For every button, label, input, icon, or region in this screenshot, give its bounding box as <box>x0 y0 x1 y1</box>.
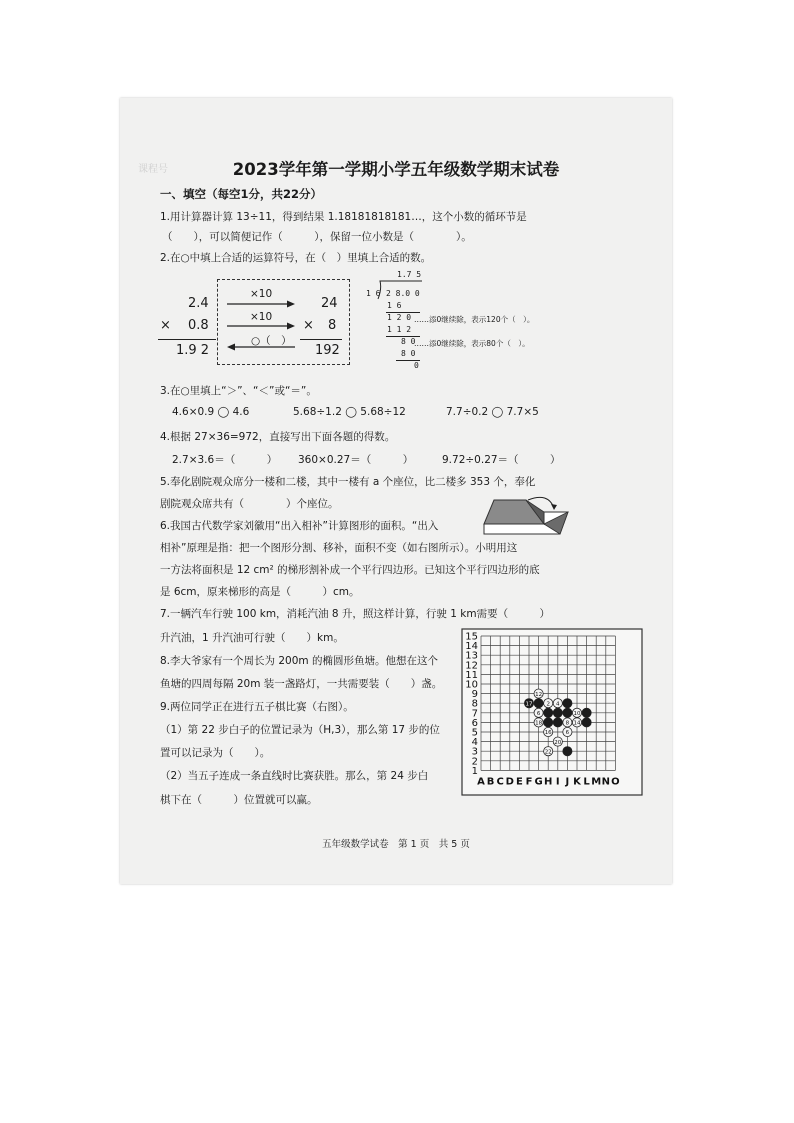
question-7-line-1: 7.一辆汽车行驶 100 km，消耗汽油 8 升，照这样计算，行驶 1 km需要（ ） <box>160 608 551 620</box>
question-7-line-2: 升汽油，1 升汽油可行驶（ ）km。 <box>160 632 344 644</box>
black-stone <box>563 699 572 708</box>
division-divisor: 1 6 <box>366 289 381 298</box>
black-stone <box>582 718 591 727</box>
column-label: B <box>486 776 495 788</box>
division-step-1: 1 6 <box>387 301 402 310</box>
section-heading: 一、填空（每空1分，共22分） <box>160 187 323 201</box>
mult-rule <box>158 339 216 340</box>
curved-arrow-icon <box>551 504 557 510</box>
page-title: 2023学年第一学期小学五年级数学期末试卷 <box>232 160 560 179</box>
black-stone <box>582 708 591 717</box>
question-8-line-1: 8.李大爷家有一个周长为 200m 的椭圆形鱼塘。他想在这个 <box>160 655 438 667</box>
question-6-line-2: 相补”原理是指：把一个图形分割、移补，面积不变（如右图所示）。小明用这 <box>160 542 518 554</box>
column-label: C <box>496 776 504 788</box>
arrow-left-icon <box>227 344 235 351</box>
black-stone <box>544 708 553 717</box>
question-2-text: 2.在○中填上合适的运算符号，在（ ）里填上合适的数。 <box>160 252 432 264</box>
question-3-item-3: 7.7÷0.2 ◯ 7.7×5 <box>446 406 539 418</box>
row-label: 1 <box>471 765 478 777</box>
row-label: 8 <box>471 698 478 710</box>
question-3-text: 3.在○里填上“＞”、“＜”或“＝”。 <box>160 385 317 397</box>
mult-factor-b: 0.8 <box>188 318 209 333</box>
division-step-3: 1 1 2 <box>387 325 412 334</box>
arrow-right-icon <box>287 301 295 308</box>
right-operator: × <box>303 318 314 333</box>
arrows-svg <box>225 298 297 358</box>
arrow-1-label: ×10 <box>250 288 273 300</box>
question-6-line-1: 6.我国古代数学家刘徽用“出入相补”计算图形的面积。“出入 <box>160 520 439 532</box>
stone-number: 16 <box>544 730 552 737</box>
stone-number: 20 <box>554 739 562 746</box>
column-label: N <box>601 776 610 788</box>
division-note-1: ……添0继续除，表示120个（ ）。 <box>414 315 535 324</box>
page-footer: 五年级数学试卷 第 1 页 共 5 页 <box>322 839 470 850</box>
row-label: 7 <box>471 708 478 720</box>
arrow-right-icon <box>287 323 295 330</box>
row-label: 3 <box>471 746 478 758</box>
stone-number: 6 <box>536 711 541 717</box>
black-stone <box>553 718 562 727</box>
question-4-text: 4.根据 27×36=972，直接写出下面各题的得数。 <box>160 431 396 443</box>
row-label: 10 <box>465 679 478 691</box>
stone-number: 2 <box>546 701 550 708</box>
stone-number: 10 <box>573 711 581 717</box>
question-9-line-1: 9.两位同学正在进行五子棋比赛（右图）。 <box>160 701 354 713</box>
division-dividend: 2 8.0 0 <box>386 289 420 298</box>
stone-number: 12 <box>535 691 543 698</box>
right-result: 192 <box>315 343 340 358</box>
gomoku-board <box>461 628 643 796</box>
column-label: L <box>583 776 590 788</box>
stone-number: 4 <box>556 701 560 708</box>
question-4-item-1: 2.7×3.6＝（ ） <box>172 454 278 466</box>
question-9-line-3: 置可以记录为（ ）。 <box>160 747 271 759</box>
question-1-line-1: 1.用计算器计算 13÷11，得到结果 1.18181818181…，这个小数的循环节是 <box>160 211 527 223</box>
stone-number: 18 <box>535 720 543 727</box>
black-stone <box>534 699 543 708</box>
row-label: 5 <box>471 727 478 739</box>
exam-paper <box>120 98 672 884</box>
question-4-item-2: 360×0.27＝（ ） <box>298 454 414 466</box>
question-9-line-2: （1）第 22 步白子的位置记录为（H,3），那么第 17 步的位 <box>160 724 440 736</box>
column-label: D <box>505 776 514 788</box>
column-label: H <box>544 776 553 788</box>
mult-operator: × <box>160 318 171 333</box>
row-label: 11 <box>465 669 478 681</box>
column-label: K <box>573 776 581 788</box>
column-label: F <box>525 776 533 788</box>
question-9-line-5: 棋下在（ ）位置就可以赢。 <box>160 794 318 806</box>
stone-number: 17 <box>525 701 533 708</box>
row-label: 4 <box>471 737 478 749</box>
stone-number: 22 <box>544 749 552 756</box>
question-4-item-3: 9.72÷0.27＝（ ） <box>442 454 561 466</box>
question-3-item-1: 4.6×0.9 ◯ 4.6 <box>172 406 250 418</box>
question-5-line-2: 剧院观众席共有（ ）个座位。 <box>160 498 339 510</box>
stone-number: 6 <box>565 730 570 737</box>
mult-result: 1.9 2 <box>176 343 210 358</box>
column-label: G <box>534 776 543 788</box>
right-factor-b: 8 <box>328 318 337 333</box>
stamp-text: 课程号 <box>138 164 168 175</box>
row-label: 12 <box>465 660 478 672</box>
stone-number: 14 <box>573 720 581 727</box>
column-label: O <box>611 776 620 788</box>
black-stone <box>563 708 572 717</box>
question-9-line-4: （2）当五子连成一条直线时比赛获胜。那么，第 24 步白 <box>160 770 429 782</box>
right-rule <box>300 339 342 340</box>
row-label: 2 <box>471 756 478 768</box>
row-label: 14 <box>465 641 478 653</box>
division-note-2: ……添0继续除，表示80个（ ）。 <box>414 339 530 348</box>
row-label: 15 <box>465 631 478 643</box>
stone-number: 8 <box>565 720 570 727</box>
question-3-item-2: 5.68÷1.2 ◯ 5.68÷12 <box>293 406 406 418</box>
right-factor-a: 24 <box>321 296 338 311</box>
division-step-6: 0 <box>414 361 419 370</box>
column-label: M <box>591 776 602 788</box>
mult-factor-a: 2.4 <box>188 296 209 311</box>
division-step-4: 8 0 <box>401 337 416 346</box>
question-6-line-4: 是 6cm，原来梯形的高是（ ）cm。 <box>160 586 360 598</box>
column-label: I <box>555 776 560 788</box>
column-label: E <box>515 776 523 788</box>
black-stone <box>563 747 572 756</box>
division-step-5: 8 0 <box>401 349 416 358</box>
row-label: 13 <box>465 650 478 662</box>
question-6-line-3: 一方法将面积是 12 cm² 的梯形割补成一个平行四边形。已知这个平行四边形的底 <box>160 564 540 576</box>
column-label: A <box>477 776 485 788</box>
black-stone <box>553 708 562 717</box>
row-label: 9 <box>471 689 478 701</box>
black-stone <box>544 718 553 727</box>
division-step-2: 1 2 0 <box>387 313 412 322</box>
division-quotient: 1.7 5 <box>397 270 422 279</box>
question-1-line-2: （ ），可以简便记作（ ），保留一位小数是（ ）。 <box>162 231 472 243</box>
column-label: J <box>565 776 570 788</box>
question-5-line-1: 5.奉化剧院观众席分一楼和二楼，其中一楼有 a 个座位，比二楼多 353 个，奉化 <box>160 476 536 488</box>
question-8-line-2: 鱼塘的四周每隔 20m 装一盏路灯，一共需要装（ ）盏。 <box>160 678 443 690</box>
arrow-2-label: ×10 <box>250 311 273 323</box>
row-label: 6 <box>471 717 478 729</box>
trapezoid-figure <box>482 494 572 536</box>
arrow-3-label: ○（ ） <box>251 335 292 347</box>
